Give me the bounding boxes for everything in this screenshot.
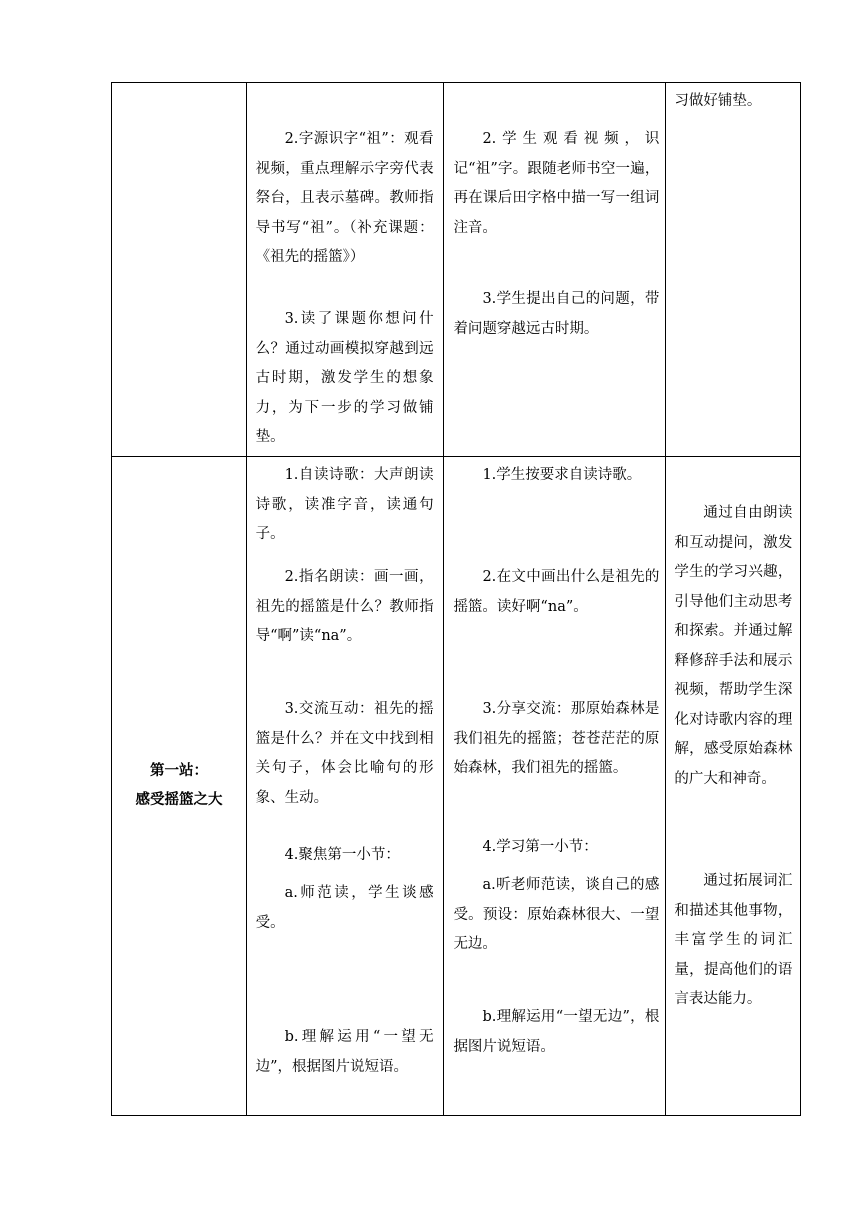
paragraph: 3.交流互动：祖先的摇篮是什么？并在文中找到相关句子，体会比喻句的形象、生动。 bbox=[255, 701, 434, 806]
paragraph: 2.指名朗读：画一画，祖先的摇篮是什么？教师指导“啊”读“na”。 bbox=[255, 569, 434, 644]
paragraph: b.理解运用“一望无边”，根据图片说短语。 bbox=[453, 1009, 660, 1055]
student-activity-cell bbox=[444, 457, 666, 1116]
table-row bbox=[112, 83, 801, 457]
paragraph: 2.字源识字“祖”：观看视频，重点理解示字旁代表祭台，且表示墓碑。教师指导书写“祖”。（补充课题：《祖先的摇篮》） bbox=[255, 131, 434, 265]
student-activity-cell bbox=[444, 83, 666, 457]
paragraph: 4.学习第一小节： bbox=[482, 839, 598, 855]
stage-title bbox=[112, 757, 246, 815]
stage-title-line: 感受摇篮之大 bbox=[135, 792, 223, 808]
design-intent-cell bbox=[666, 83, 801, 457]
table-row bbox=[112, 457, 801, 1116]
paragraph: 2.在文中画出什么是祖先的摇篮。读好啊“na”。 bbox=[453, 569, 660, 615]
paragraph: a.听老师范读，谈自己的感受。预设：原始森林很大、一望无边。 bbox=[453, 877, 660, 952]
paragraph: 1.自读诗歌：大声朗读诗歌，读准字音，读通句子。 bbox=[255, 467, 434, 542]
paragraph: 习做好铺垫。 bbox=[674, 93, 762, 109]
paragraph: 通过自由朗读和互动提问，激发学生的学习兴趣，引导他们主动思考和探索。并通过解释修辞手法和展示视频，帮助学生深化对诗歌内容的理解，感受原始森林的广大和神奇。 bbox=[674, 505, 793, 787]
stage-cell bbox=[112, 457, 247, 1116]
teacher-activity-cell bbox=[246, 83, 444, 457]
stage-cell bbox=[112, 83, 247, 457]
lesson-plan-table bbox=[111, 82, 801, 1116]
paragraph: a.师范读，学生谈感受。 bbox=[255, 885, 434, 931]
paragraph: 3.读了课题你想问什么？通过动画模拟穿越到远古时期，激发学生的想象力，为下一步的学习做铺垫。 bbox=[255, 311, 434, 445]
design-intent-cell bbox=[666, 457, 801, 1116]
paragraph: 1.学生按要求自读诗歌。 bbox=[482, 467, 642, 483]
paragraph: 2.学生观看视频，识记“祖”字。跟随老师书空一遍，再在课后田字格中描一写一组词注音。 bbox=[453, 131, 660, 236]
paragraph: b.理解运用“一望无边”，根据图片说短语。 bbox=[255, 1029, 434, 1075]
paragraph: 4.聚焦第一小节： bbox=[284, 847, 400, 863]
paragraph: 通过拓展词汇和描述其他事物，丰富学生的词汇量，提高他们的语言表达能力。 bbox=[674, 873, 793, 1007]
paragraph: 3.学生提出自己的问题，带着问题穿越远古时期。 bbox=[453, 291, 660, 337]
paragraph: 3.分享交流：那原始森林是我们祖先的摇篮；苍苍茫茫的原始森林，我们祖先的摇篮。 bbox=[453, 701, 660, 776]
stage-title-line: 第一站： bbox=[150, 763, 208, 779]
teacher-activity-cell bbox=[246, 457, 444, 1116]
